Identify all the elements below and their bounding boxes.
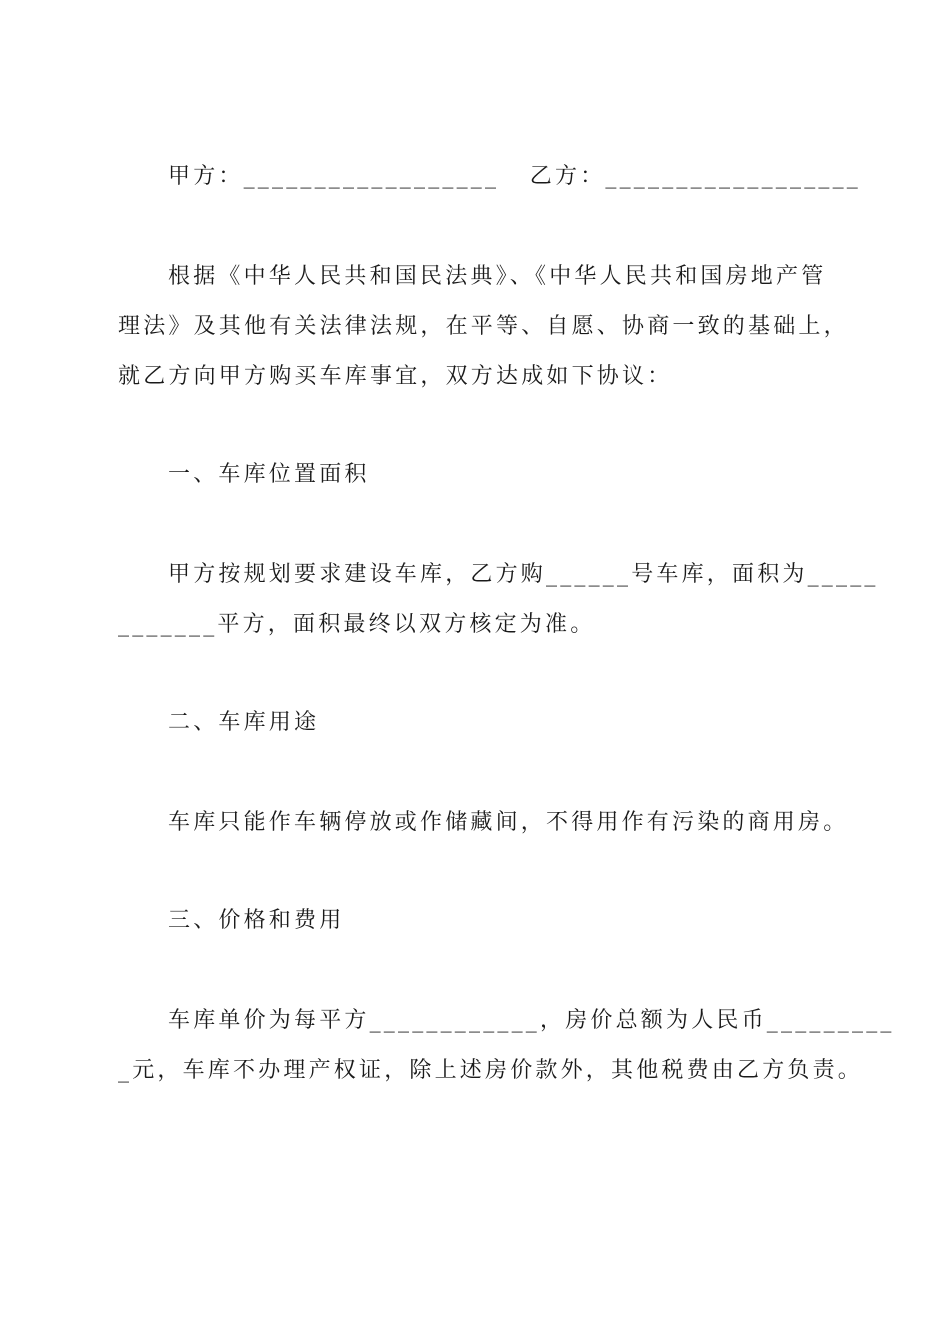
party-b-field: 乙方：__________________ — [529, 164, 861, 189]
section3-line-1: 车库单价为每平方____________，房价总额为人民币_________ — [168, 1008, 895, 1033]
preamble-line-2: 理法》及其他有关法律法规，在平等、自愿、协商一致的基础上， — [118, 314, 849, 339]
section-heading-usage: 二、车库用途 — [168, 710, 320, 735]
parties-line — [168, 162, 888, 192]
section3-line-2: _元，车库不办理产权证，除上述房价款外，其他税费由乙方负责。 — [118, 1058, 864, 1083]
section1-line-2: _______平方，面积最终以双方核定为准。 — [118, 612, 596, 637]
section2-line-1: 车库只能作车辆停放或作储藏间，不得用作有污染的商用房。 — [168, 810, 849, 835]
party-a-field: 甲方：__________________ — [168, 164, 500, 189]
preamble-line-1: 根据《中华人民共和国民法典》、《中华人民共和国房地产管 — [168, 264, 827, 289]
section-heading-location-area: 一、车库位置面积 — [168, 462, 370, 487]
section1-line-1: 甲方按规划要求建设车库，乙方购______号车库，面积为_____ — [168, 562, 879, 587]
section-heading-price-fees: 三、价格和费用 — [168, 908, 345, 933]
preamble-line-3: 就乙方向甲方购买车库事宜，双方达成如下协议： — [118, 364, 673, 389]
